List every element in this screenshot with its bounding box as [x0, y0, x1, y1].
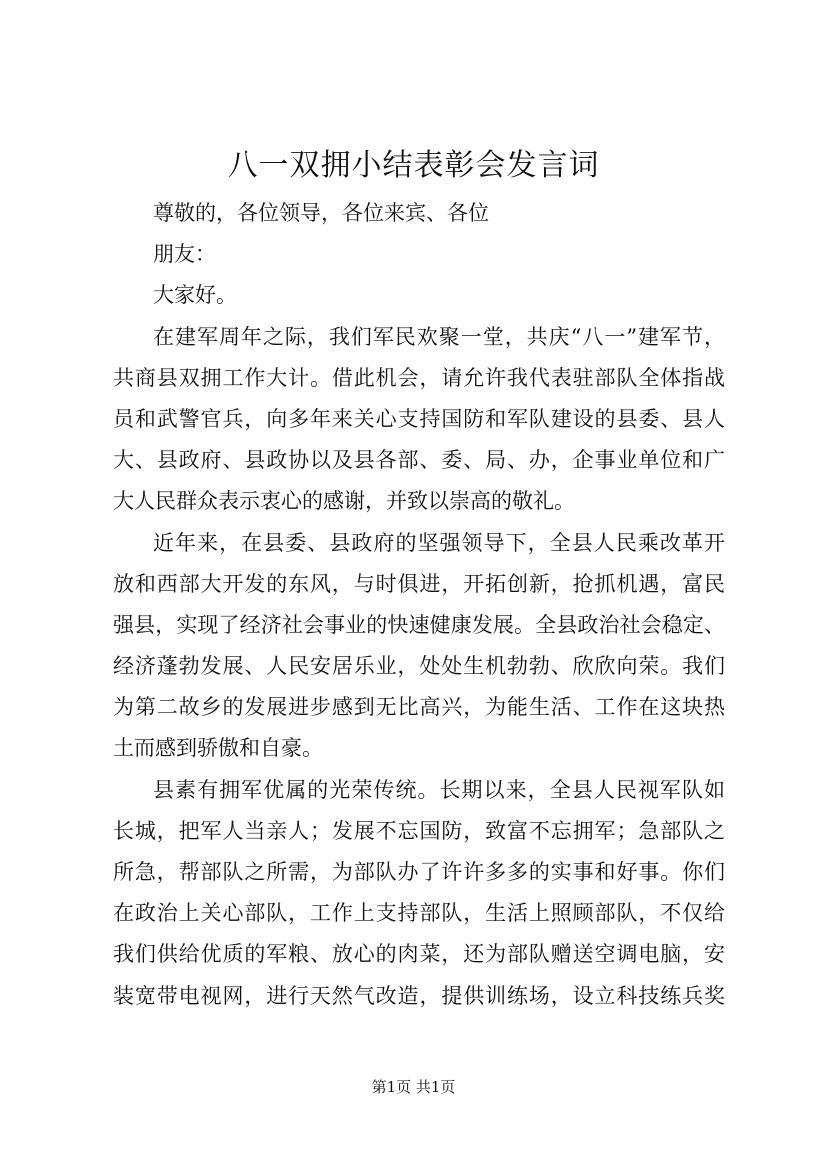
- body-line: 强县，实现了经济社会事业的快速健康发展。全县政治社会稳定、: [113, 612, 725, 637]
- body-line: 土而感到骄傲和自豪。: [113, 736, 323, 761]
- body-line: 装宽带电视网，进行天然气改造，提供训练场，设立科技练兵奖: [113, 983, 725, 1008]
- body-line: 我们供给优质的军粮、放心的肉菜，还为部队赠送空调电脑，安: [113, 942, 725, 967]
- body-line: 尊敬的，各位领导，各位来宾、各位: [153, 201, 489, 225]
- body-line: 在建军周年之际，我们军民欢聚一堂，共庆“八一”建军节，: [153, 324, 725, 349]
- document-title: 八一双拥小结表彰会发言词: [227, 148, 600, 183]
- body-line: 为第二故乡的发展进步感到无比高兴，为能生活、工作在这块热: [113, 695, 725, 720]
- body-line: 员和武警官兵，向多年来关心支持国防和军队建设的县委、县人: [113, 406, 725, 431]
- body-line: 县素有拥军优属的光荣传统。长期以来，全县人民视军队如: [153, 777, 725, 802]
- body-line: 近年来，在县委、县政府的坚强领导下，全县人民乘改革开: [153, 530, 725, 555]
- page-number-footer: 第1页 共1页: [371, 1078, 456, 1096]
- body-line: 经济蓬勃发展、人民安居乐业，处处生机勃勃、欣欣向荣。我们: [113, 654, 725, 679]
- body-line: 所急，帮部队之所需，为部队办了许许多多的实事和好事。你们: [113, 860, 725, 884]
- document-body: [113, 193, 725, 1017]
- body-line: 大人民群众表示衷心的感谢，并致以崇高的敬礼。: [113, 489, 575, 514]
- body-line: 大、县政府、县政协以及县各部、委、局、办，企事业单位和广: [113, 448, 725, 473]
- body-line: 朋友：: [153, 242, 216, 267]
- body-line: 长城，把军人当亲人；发展不忘国防，致富不忘拥军；急部队之: [113, 818, 725, 843]
- body-line: 大家好。: [153, 283, 237, 308]
- body-line: 在政治上关心部队，工作上支持部队，生活上照顾部队，不仅给: [113, 901, 725, 926]
- body-line: 放和西部大开发的东风，与时俱进，开拓创新，抢抓机遇，富民: [113, 571, 725, 596]
- body-line: 共商县双拥工作大计。借此机会，请允许我代表驻部队全体指战: [113, 365, 725, 390]
